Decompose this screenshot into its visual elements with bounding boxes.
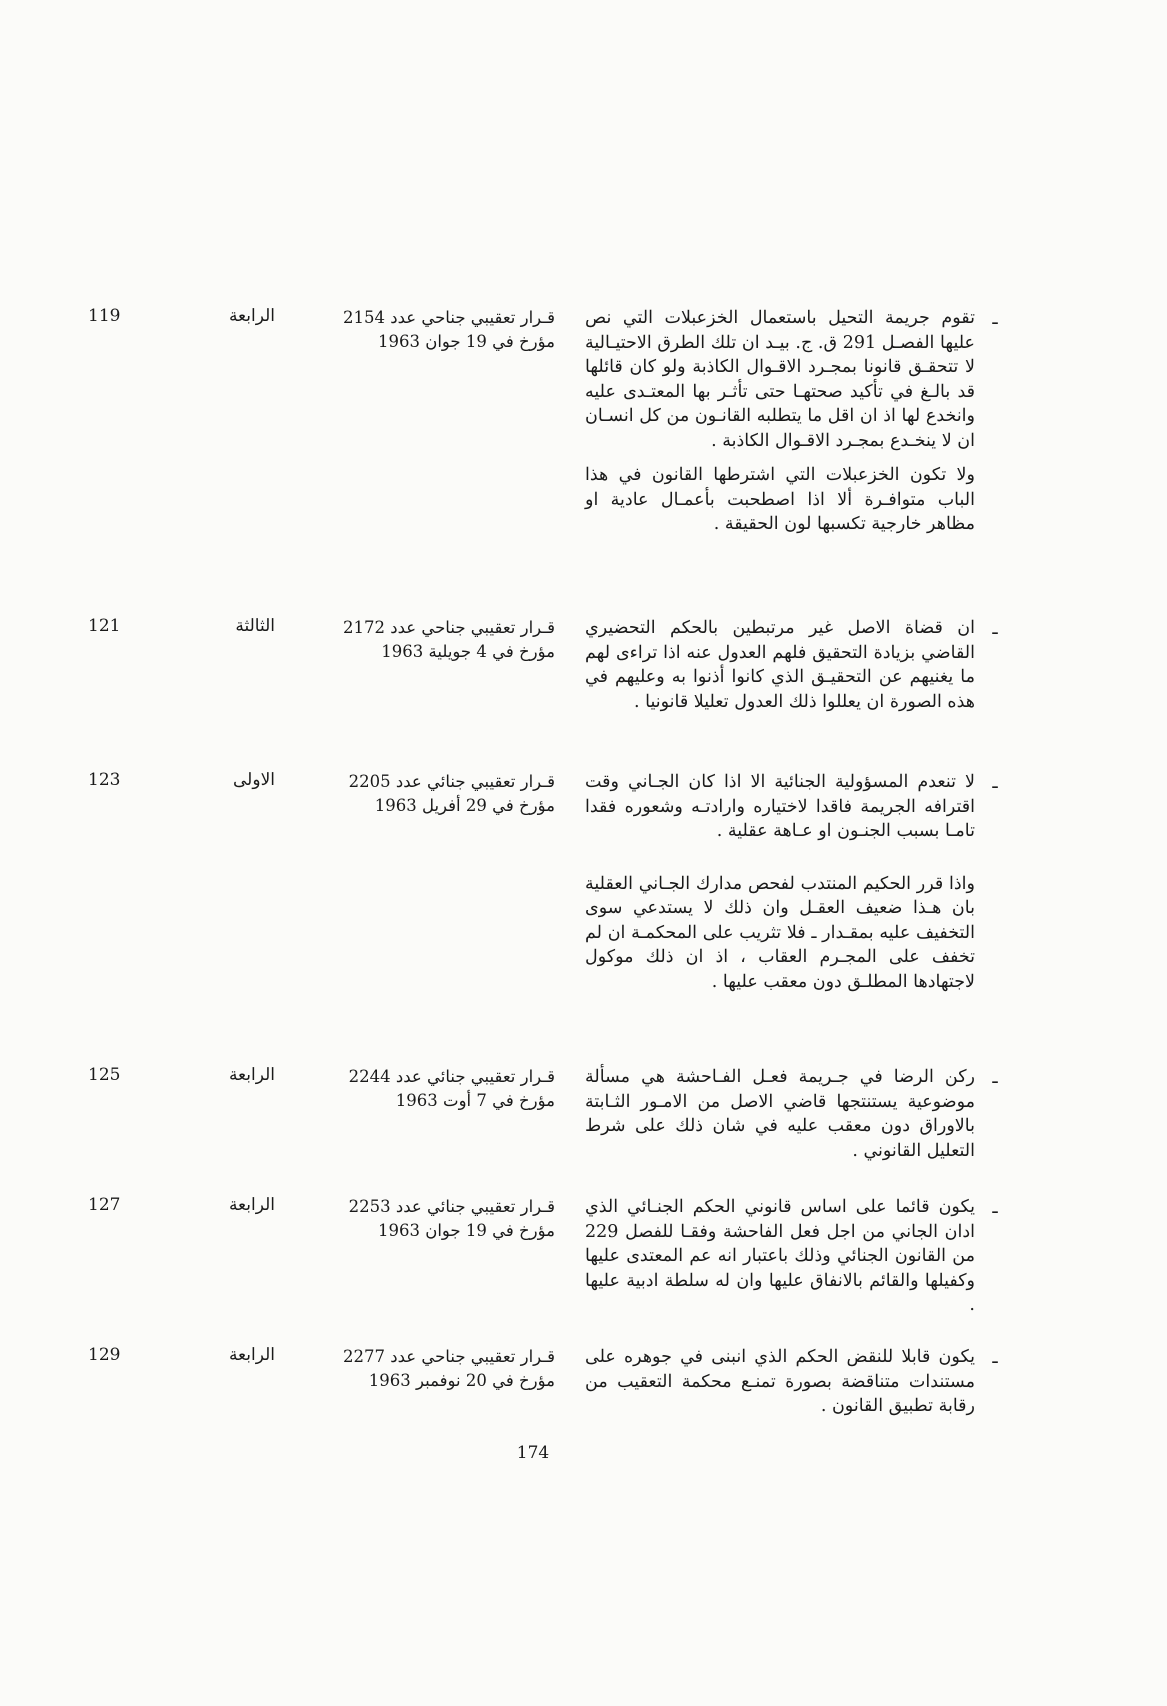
chamber-label: الرابعة — [228, 1345, 275, 1365]
summary-paragraph: لا تنعدم المسؤولية الجنائية الا اذا كان الجـاني وقت اقترافه الجريمة فاقدا لاختياره وارادتـه وشعوره فقدا تامـا بسبب الجنـون او عـاهة عقلية . — [585, 772, 975, 841]
entry-dash: ـ — [992, 1067, 998, 1088]
ruling-summary — [585, 306, 975, 547]
reference-page-number: 125 — [88, 1065, 121, 1085]
decision-number: قـرار تعقيبي جنائي عدد 2244 — [348, 1067, 555, 1086]
summary-paragraph: يكون قابلا للنقض الحكم الذي انبنى في جوهره على مستندات متناقضة بصورة تمنـع محكمة التعقيب من رقابة تطبيق القانون . — [585, 1347, 975, 1416]
chamber-label: الرابعة — [228, 1065, 275, 1085]
chamber-label: الرابعة — [228, 1195, 275, 1215]
decision-number: قـرار تعقيبي جناحي عدد 2172 — [343, 618, 555, 637]
ruling-summary — [585, 1195, 975, 1328]
entry-dash: ـ — [992, 772, 998, 793]
decision-number: قـرار تعقيبي جناحي عدد 2277 — [343, 1347, 555, 1366]
decision-reference — [285, 1195, 555, 1243]
chamber-label: الرابعة — [228, 306, 275, 326]
summary-paragraph: ركن الرضا في جـريمة فعـل الفـاحشة هي مسألة موضوعية يستنتجها قاضي الاصل من الامـور الثـابتة بالاوراق دون معقب عليه في شان ذلك على شرط التعليل القانوني . — [585, 1067, 975, 1161]
entry-dash: ـ — [992, 1347, 998, 1368]
ruling-summary — [585, 1065, 975, 1173]
decision-date: مؤرخ في 20 نوفمبر 1963 — [368, 1371, 555, 1390]
reference-page-number: 121 — [88, 616, 121, 636]
ruling-summary — [585, 1345, 975, 1429]
summary-paragraph: تقوم جريمة التحيل باستعمال الخزعبلات التي نص عليها الفصـل 291 ق. ج. بيـد ان تلك الطرق الاحتيـالية لا تتحقـق قانونا بمجـرد الاقـوال الكاذبة ولو كان قائلها قد بالـغ في تأكيد صحتهـا حتى تأثـر بها المعتـدى عليه وانخدع لها اذ ان اقل ما يتطلبه القانـون من كل انسـان ان لا ينخـدع بمجـرد الاقـوال الكاذبة . — [585, 308, 975, 451]
decision-reference — [285, 1345, 555, 1393]
decision-date: مؤرخ في 19 جوان 1963 — [377, 1221, 555, 1240]
reference-page-number: 123 — [88, 770, 121, 790]
chamber-label: الثالثة — [235, 616, 275, 636]
decision-number: قـرار تعقيبي جنائي عدد 2205 — [348, 772, 555, 791]
decision-reference — [285, 616, 555, 664]
entry-dash: ـ — [992, 308, 998, 329]
decision-date: مؤرخ في 4 جويلية 1963 — [381, 642, 555, 661]
reference-page-number: 127 — [88, 1195, 121, 1215]
decision-number: قـرار تعقيبي جناحي عدد 2154 — [343, 308, 555, 327]
page-number: 174 — [516, 1443, 550, 1463]
decision-reference — [285, 306, 555, 354]
decision-reference — [285, 770, 555, 818]
summary-paragraph: ان قضاة الاصل غير مرتبطين بالحكم التحضيري القاضي بزيادة التحقيق فلهم العدول عنه اذا تراءى لهم ما يغنيهم عن التحقيـق الذي كانوا أذنوا به وعليهم في هذه الصورة ان يعللوا ذلك العدول تعليلا قانونيا . — [585, 618, 975, 712]
entry-dash: ـ — [992, 1197, 998, 1218]
decision-reference — [285, 1065, 555, 1113]
summary-paragraph: ولا تكون الخزعبلات التي اشترطها القانون في هذا الباب متوافـرة ألا اذا اصطحبت بأعمـال عادية او مظاهر خارجية تكسبها لون الحقيقة . — [585, 465, 975, 534]
decision-date: مؤرخ في 29 أفريل 1963 — [374, 796, 555, 815]
decision-date: مؤرخ في 19 جوان 1963 — [377, 332, 555, 351]
summary-paragraph: يكون قائما على اساس قانوني الحكم الجنـائي الذي ادان الجاني من اجل فعل الفاحشة وفقـا للفصل 229 من القانون الجنائي وذلك باعتبار انه عم المعتدى عليها وكفيلها والقائم بالانفاق عليها وان له سلطة ادبية عليها . — [585, 1197, 975, 1315]
reference-page-number: 119 — [88, 306, 121, 326]
ruling-summary — [585, 616, 975, 724]
decision-date: مؤرخ في 7 أوت 1963 — [395, 1091, 555, 1110]
ruling-summary — [585, 770, 975, 1004]
entry-dash: ـ — [992, 618, 998, 639]
chamber-label: الاولى — [233, 770, 275, 790]
reference-page-number: 129 — [88, 1345, 121, 1365]
summary-paragraph: واذا قرر الحكيم المنتدب لفحص مدارك الجـاني العقلية بان هـذا ضعيف العقـل وان ذلك لا يستدعي سوى التخفيف عليه بمقـدار ـ فلا تثريب على المحكمـة ان لم تخفف على المجـرم العقاب ، اذ ان ذلك موكول لاجتهادها المطلـق دون معقب عليها . — [585, 873, 975, 992]
decision-number: قـرار تعقيبي جنائي عدد 2253 — [348, 1197, 555, 1216]
